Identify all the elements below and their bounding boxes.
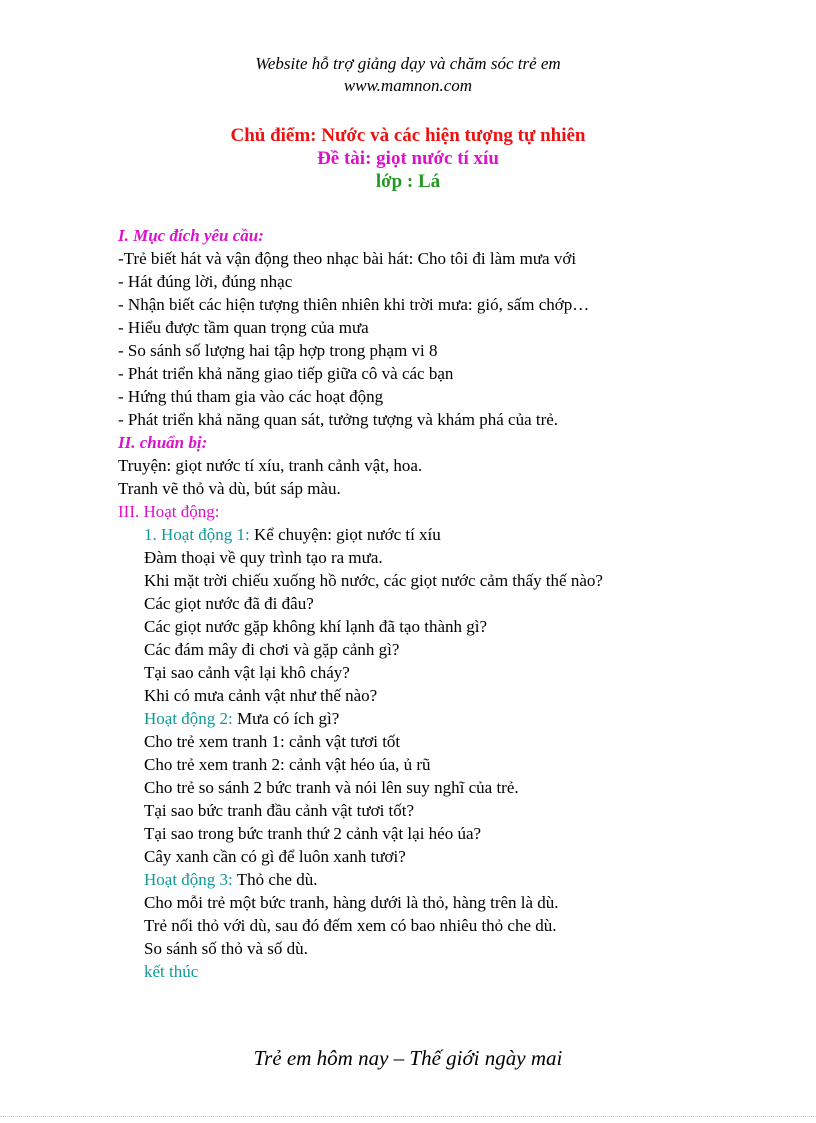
topic-title: Đề tài: giọt nước tí xíu (317, 148, 499, 169)
goal-item: -Trẻ biết hát và vận động theo nhạc bài hát: Cho tôi đi làm mưa với (118, 249, 577, 268)
activity1-header (118, 523, 738, 546)
goal-item: - Hiểu được tầm quan trọng của mưa (118, 318, 369, 337)
ending-label: kết thúc (144, 962, 199, 981)
goal-item: - Nhận biết các hiện tượng thiên nhiên khi trời mưa: gió, sấm chớp… (118, 295, 590, 314)
activity2-line: Cây xanh cần có gì để luôn xanh tươi? (144, 847, 406, 866)
page-bottom-rule (0, 1116, 816, 1117)
activity1-line: Khi mặt trời chiếu xuống hồ nước, các giọt nước cảm thấy thế nào? (144, 571, 603, 590)
theme-title: Chủ điểm: Nước và các hiện tượng tự nhiên (230, 125, 586, 146)
activity3-line: So sánh số thỏ và số dù. (144, 939, 308, 958)
activity1-line: Đàm thoại về quy trình tạo ra mưa. (144, 548, 383, 567)
activity2-line: Tại sao trong bức tranh thứ 2 cảnh vật lại héo úa? (144, 824, 482, 843)
page-header (0, 53, 816, 97)
document-body (118, 224, 738, 983)
goal-item: - Hứng thú tham gia vào các hoạt động (118, 387, 384, 406)
activity2-line: Cho trẻ xem tranh 1: cảnh vật tươi tốt (144, 732, 401, 751)
activity2-header (118, 707, 738, 730)
section1-heading: I. Mục đích yêu cầu: (118, 226, 264, 245)
activity3-line: Trẻ nối thỏ với dù, sau đó đếm xem có bao nhiêu thỏ che dù. (144, 916, 557, 935)
header-url-line: www.mamnon.com (343, 76, 473, 95)
activity1-line: Các giọt nước đã đi đâu? (144, 594, 314, 613)
goal-item: - Phát triển khả năng quan sát, tưởng tượng và khám phá của trẻ. (118, 410, 559, 429)
activity1-line: Tại sao cảnh vật lại khô cháy? (144, 663, 350, 682)
prep-item: Truyện: giọt nước tí xíu, tranh cảnh vật, hoa. (118, 456, 423, 475)
prep-item: Tranh vẽ thỏ và dù, bút sáp màu. (118, 479, 341, 498)
activity2-line: Cho trẻ xem tranh 2: cảnh vật héo úa, ủ rũ (144, 755, 431, 774)
activity1-line: Khi có mưa cảnh vật như thế nào? (144, 686, 378, 705)
class-title: lớp : Lá (375, 171, 441, 192)
activity2-line: Cho trẻ so sánh 2 bức tranh và nói lên suy nghĩ của trẻ. (144, 778, 519, 797)
activity1-title: Kể chuyện: giọt nước tí xíu (249, 525, 441, 544)
activity1-label: 1. Hoạt động 1: (144, 525, 250, 544)
goal-item: - Hát đúng lời, đúng nhạc (118, 272, 293, 291)
activity2-label: Hoạt động 2: (144, 709, 233, 728)
goal-item: - Phát triển khả năng giao tiếp giữa cô và các bạn (118, 364, 454, 383)
activity3-line: Cho mỗi trẻ một bức tranh, hàng dưới là thỏ, hàng trên là dù. (144, 893, 559, 912)
section3-heading: III. Hoạt động: (118, 502, 220, 521)
goal-item: - So sánh số lượng hai tập hợp trong phạm vi 8 (118, 341, 438, 360)
activity2-title: Mưa có ích gì? (232, 709, 340, 728)
activity1-line: Các giọt nước gặp không khí lạnh đã tạo thành gì? (144, 617, 488, 636)
header-website-line: Website hỗ trợ giảng dạy và chăm sóc trẻ em (255, 54, 561, 73)
activity3-header (118, 868, 738, 891)
activity3-title: Thỏ che dù. (232, 870, 318, 889)
section2-heading: II. chuẩn bị: (118, 433, 208, 452)
title-block (0, 124, 816, 193)
page-footer: Trẻ em hôm nay – Thế giới ngày mai (253, 1046, 563, 1070)
activity3-label: Hoạt động 3: (144, 870, 233, 889)
activity2-line: Tại sao bức tranh đầu cảnh vật tươi tốt? (144, 801, 415, 820)
activity1-line: Các đám mây đi chơi và gặp cảnh gì? (144, 640, 400, 659)
